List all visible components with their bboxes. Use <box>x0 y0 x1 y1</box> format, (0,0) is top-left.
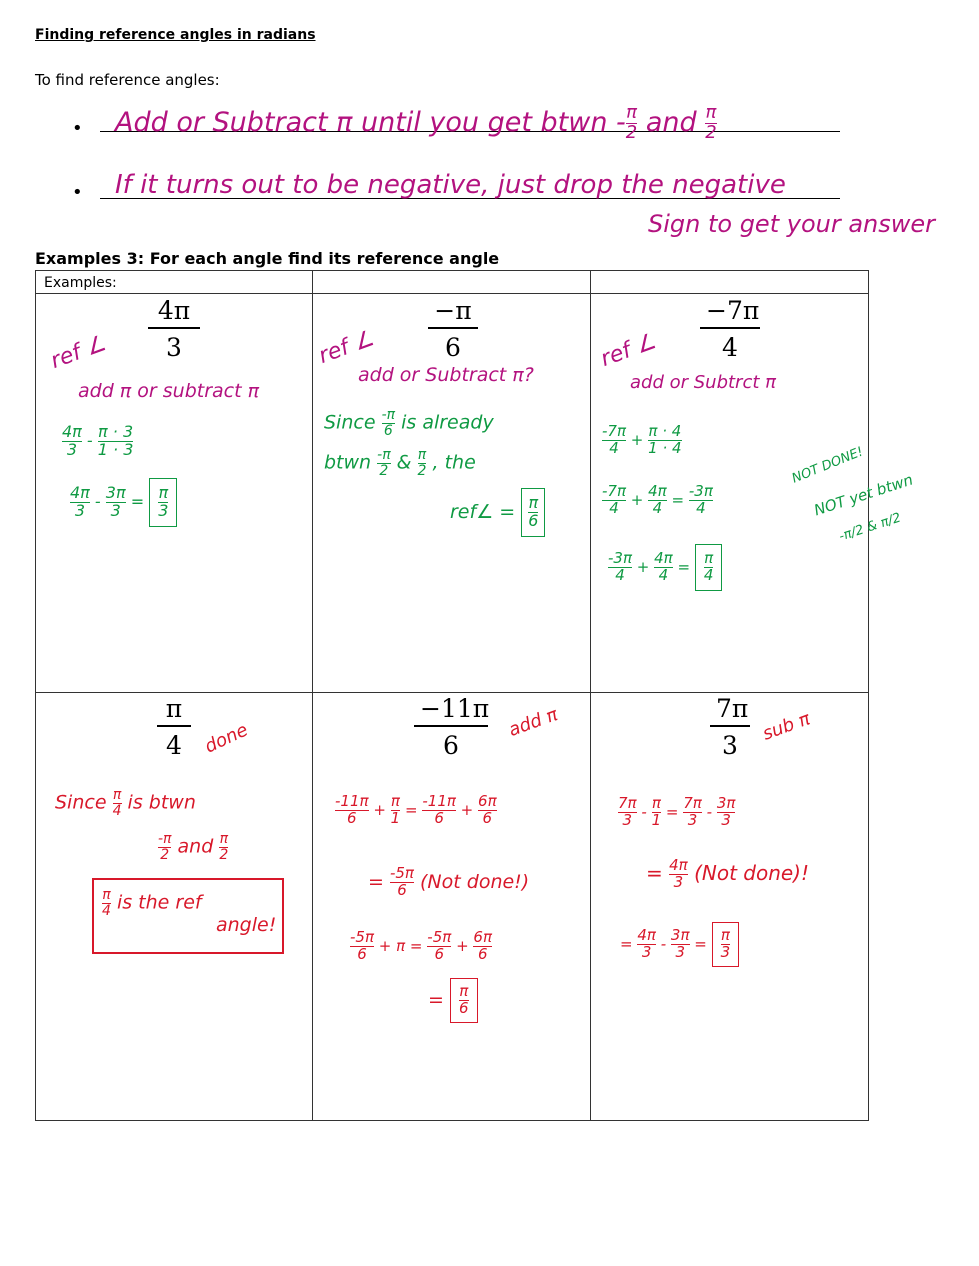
not-done-note: NOT DONE! <box>789 444 866 487</box>
bullet-dot: • <box>72 118 83 139</box>
angle-fraction: π 4 <box>157 694 191 760</box>
answer-text: $\frac{\pi}{4}$ is the ref <box>102 887 202 919</box>
work-step: $\frac{-5\pi}{6}$ + π = $\frac{-5\pi}{6}$ + $\frac{6\pi}{6}$ <box>350 928 492 963</box>
table-divider <box>312 270 313 1121</box>
work-step: $\frac{-11\pi}{6}$ + $\frac{\pi}{1}$ = $\frac{-11\pi}{6}$ + $\frac{6\pi}{6}$ <box>335 792 497 827</box>
ref-angle-note: ref ∠ <box>47 330 110 375</box>
table-divider <box>35 293 869 294</box>
ref-angle-note: ref ∠ <box>315 325 378 370</box>
work-step: $\frac{-7\pi}{4}$ + $\frac{\pi \cdot 4}{1 \cdot 4}$ <box>602 422 682 457</box>
explanation-line: $\frac{-\pi}{2}$ and $\frac{\pi}{2}$ <box>158 831 229 863</box>
bullet-1-handwriting: Add or Subtract π until you get btwn - $\frac{\pi}{2}$ and $\frac{\pi}{2}$ <box>115 102 717 143</box>
work-step: $\frac{7\pi}{3}$ - $\frac{\pi}{1}$ = $\frac{7\pi}{3}$ - $\frac{3\pi}{3}$ <box>618 794 736 829</box>
rule-note: add or Subtract π? <box>358 364 534 386</box>
answer-line: ref∠ = $\frac{\pi}{6}$ <box>450 488 545 537</box>
explanation-line: btwn $\frac{-\pi}{2}$ & $\frac{\pi}{2}$ , the <box>324 447 476 479</box>
angle-fraction: 4π 3 <box>148 296 200 362</box>
answer-text: angle! <box>216 914 277 936</box>
intro-text: To find reference angles: <box>35 71 220 89</box>
examples-heading: Examples 3: For each angle find its reference angle <box>35 249 500 268</box>
work-step: = $\frac{4\pi}{3}$ - $\frac{3\pi}{3}$ = $\frac{\pi}{3}$ <box>620 922 739 967</box>
rule-note: add π or subtract π <box>78 380 260 402</box>
angle-fraction: −7π 4 <box>700 296 760 362</box>
work-step: $\frac{-7\pi}{4}$ + $\frac{4\pi}{4}$ = $\frac{-3\pi}{4}$ <box>602 482 713 517</box>
sub-note: sub π <box>759 708 813 745</box>
bullet-2-handwriting-line2: Sign to get your answer <box>648 210 936 238</box>
table-divider <box>35 692 869 693</box>
ref-angle-note: ref ∠ <box>597 328 660 373</box>
angle-fraction: 7π 3 <box>710 694 750 760</box>
explanation-line: Since $\frac{\pi}{4}$ is btwn <box>55 787 196 819</box>
work-step: = $\frac{-5\pi}{6}$ (Not done!) <box>368 864 530 899</box>
add-note: add π <box>505 704 561 741</box>
examples-label: Examples: <box>44 275 117 291</box>
answer-line: = $\frac{\pi}{6}$ <box>428 978 478 1023</box>
work-step: = $\frac{4\pi}{3}$ (Not done)! <box>646 856 809 891</box>
not-yet-note: NOT yet btwn <box>811 470 916 520</box>
work-step: $\frac{4\pi}{3}$ - $\frac{3\pi}{3}$ = $\frac{\pi}{3}$ <box>70 478 177 527</box>
work-step: $\frac{-3\pi}{4}$ + $\frac{4\pi}{4}$ = $\frac{\pi}{4}$ <box>608 544 722 591</box>
rule-note: add or Subtrct π <box>630 372 776 393</box>
range-note: -π/2 & π/2 <box>837 510 903 545</box>
done-note: done <box>201 719 252 758</box>
angle-fraction: −11π 6 <box>414 694 488 760</box>
page-title: Finding reference angles in radians <box>35 27 316 43</box>
angle-fraction: −π 6 <box>428 296 478 362</box>
table-divider <box>590 270 591 1121</box>
work-step: $\frac{4\pi}{3}$ - $\frac{\pi \cdot 3}{1 \cdot 3}$ <box>62 422 134 459</box>
explanation-line: Since $\frac{-\pi}{6}$ is already <box>324 407 494 439</box>
bullet-2-handwriting: If it turns out to be negative, just drop the negative <box>115 170 786 200</box>
bullet-dot: • <box>72 182 83 203</box>
